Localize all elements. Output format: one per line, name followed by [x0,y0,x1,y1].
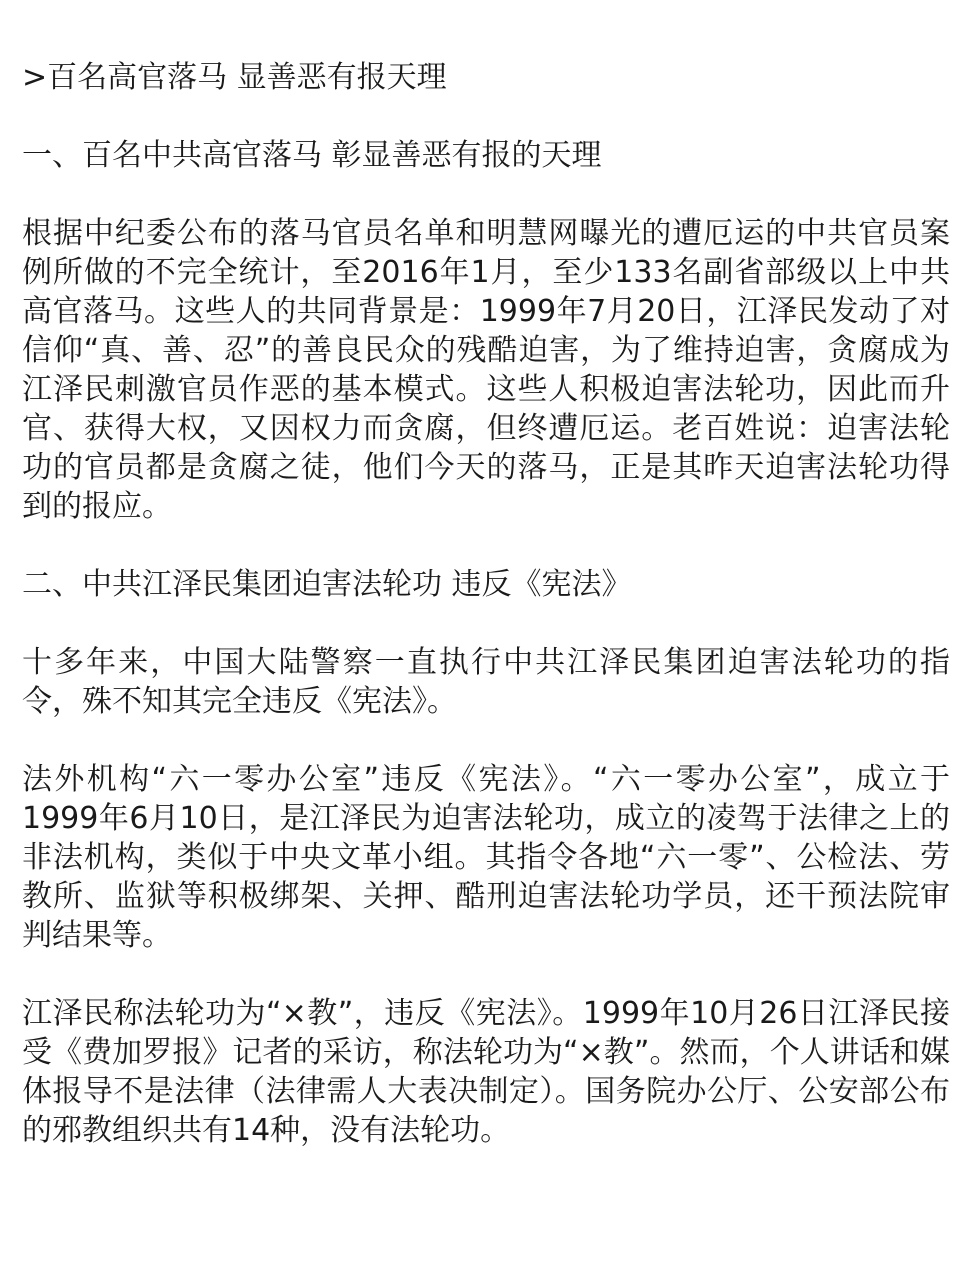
paragraph: 法外机构“六一零办公室”违反《宪法》。“六一零办公室”，成立于1999年6月10日，是江泽民为迫害法轮功，成立的凌驾于法律之上的非法机构，类似于中央文革小组。其指令各地“六一零”、公检法、劳教所、监狱等积极绑架、关押、酷刑迫害法轮功学员，还干预法院审判结果等。 [22,762,950,953]
paragraph: 根据中纪委公布的落马官员名单和明慧网曝光的遭厄运的中共官员案例所做的不完全统计，至2016年1月，至少133名副省部级以上中共高官落马。这些人的共同背景是：1999年7月20日，江泽民发动了对信仰“真、善、忍”的善良民众的残酷迫害，为了维持迫害，贪腐成为江泽民刺激官员作恶的基本模式。这些人积极迫害法轮功，因此而升官、获得大权，又因权力而贪腐，但终遭厄运。老百姓说：迫害法轮功的官员都是贪腐之徒，他们今天的落马，正是其昨天迫害法轮功得到的报应。 [22,216,950,524]
page-title: >百名高官落马 显善恶有报天理 [22,60,447,95]
section-heading-1: 一、百名中共高官落马 彰显善恶有报的天理 [22,138,602,173]
paragraph: 十多年来，中国大陆警察一直执行中共江泽民集团迫害法轮功的指令，殊不知其完全违反《宪法》。 [22,645,950,719]
paragraph: 江泽民称法轮功为“×教”，违反《宪法》。1999年10月26日江泽民接受《费加罗报》记者的采访，称法轮功为“×教”。然而，个人讲话和媒体报导不是法律（法律需人大表决制定）。国务院办公厅、公安部公布的邪教组织共有14种，没有法轮功。 [22,996,950,1148]
document-body [22,58,950,1189]
section-heading-2: 二、中共江泽民集团迫害法轮功 违反《宪法》 [22,567,632,602]
